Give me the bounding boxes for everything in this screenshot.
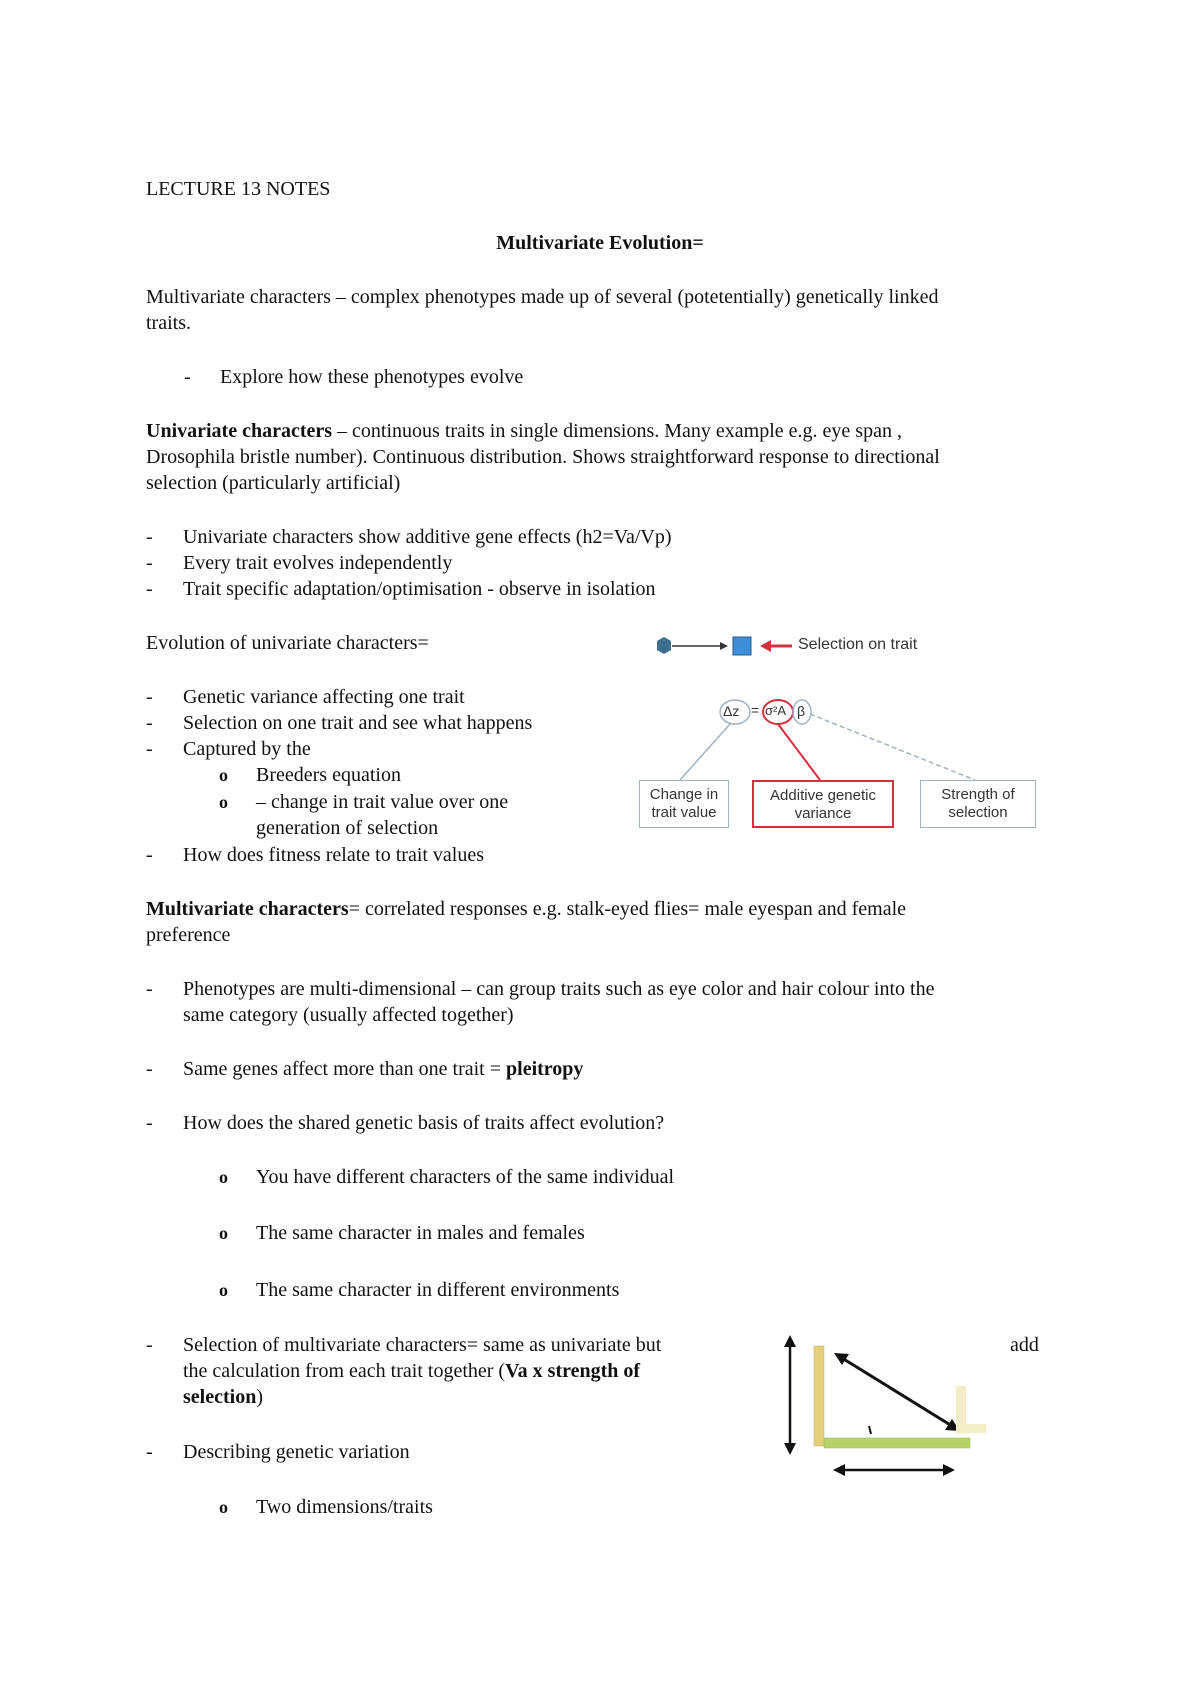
dash-bullet: - [146,738,153,760]
dash-bullet: - [146,1334,153,1356]
evolution-sub-2-cont: generation of selection [256,817,439,839]
dash-bullet: - [146,1112,153,1134]
multivariate-sub-3: The same character in different environments [256,1279,620,1301]
univariate-bullet-2: Every trait evolves independently [183,552,453,574]
dash-bullet: - [146,844,153,866]
multivariate-bullet-1-line-1: Phenotypes are multi-dimensional – can group traits such as eye color and hair colour into the [183,978,935,1000]
dash-bullet: - [146,578,153,600]
multivariate-bullet-3: How does the shared genetic basis of traits affect evolution? [183,1112,665,1134]
univariate-bullet-3: Trait specific adaptation/optimisation - observe in isolation [183,578,656,600]
beta-symbol: β [797,703,806,719]
intro-line-2: traits. [146,312,191,334]
horizontal-trait-bar [824,1438,970,1448]
breeders-equation-diagram [630,630,1050,840]
evolution-sub-2: – change in trait value over one [256,791,509,813]
dash-bullet: - [146,1441,153,1463]
univariate-line-3: selection (particularly artificial) [146,472,401,494]
strength-of-selection-box: Strength of selection [920,780,1036,828]
down-arrow-head-icon [784,1443,796,1455]
phenotype-hexagon-icon [657,637,671,654]
o-bullet: o [219,1223,228,1243]
connector-strength [810,714,975,780]
evolution-bullet-2: Selection on one trait and see what happens [183,712,533,734]
diagonal-double-arrow [842,1358,952,1426]
connector-additive [778,724,820,780]
trait-square-icon [733,637,751,655]
section-title: Multivariate Evolution= [496,232,704,254]
two-trait-vector-diagram [770,1330,1000,1480]
multivariate-bullet-4-add: add [1010,1334,1039,1356]
univariate-line-1: Univariate characters – continuous traits in single dimensions. Many example e.g. eye span , [146,420,902,442]
evolution-sub-1: Breeders equation [256,764,401,786]
multivariate-bullet-5: Describing genetic variation [183,1441,410,1463]
pleitropy-term: pleitropy [506,1058,584,1080]
multivariate-line-2: preference [146,924,231,946]
right-arrow-head-icon [943,1464,955,1476]
sigma-symbol: σ²A [765,703,787,718]
multivariate-term: Multivariate characters [146,898,349,920]
univariate-term: Univariate characters [146,420,333,442]
multivariate-bullet-4-line-2: the calculation from each trait together (Va x strength of [183,1360,641,1382]
dash-bullet: - [146,686,153,708]
arrow-head-icon [720,642,728,650]
up-arrow-head-icon [784,1335,796,1347]
o-bullet: o [219,1280,228,1300]
dash-bullet: - [146,712,153,734]
multivariate-sub-1: You have different characters of the same individual [256,1166,675,1188]
o-bullet: o [219,1167,228,1187]
o-bullet: o [219,765,228,785]
evolution-heading: Evolution of univariate characters= [146,632,429,654]
vector-diagram-svg [770,1330,1000,1480]
selection-on-trait-label: Selection on trait [798,636,918,653]
multivariate-sub-2: The same character in males and females [256,1222,585,1244]
univariate-line-2: Drosophila bristle number). Continuous distribution. Shows straightforward response to directional [146,446,940,468]
connector-change [680,724,730,780]
diagonal-arrow-head-start-icon [834,1353,849,1365]
faint-horizontal-bar [956,1424,986,1433]
red-arrow-head-icon [760,640,771,652]
univariate-bullet-1: Univariate characters show additive gene effects (h2=Va/Vp) [183,526,672,548]
intro-line-1: Multivariate characters – complex phenotypes made up of several (potetentially) genetically linked [146,286,939,308]
o-bullet: o [219,1497,228,1517]
evolution-bullet-1: Genetic variance affecting one trait [183,686,465,708]
multivariate-line-1: Multivariate characters= correlated responses e.g. stalk-eyed flies= male eyespan and female [146,898,907,920]
evolution-bullet-4: How does fitness relate to trait values [183,844,485,866]
multivariate-bullet-4-line-1: Selection of multivariate characters= same as univariate but [183,1334,662,1356]
cursor-mark [869,1426,871,1434]
change-in-trait-box: Change in trait value [639,780,729,828]
multivariate-sub-4: Two dimensions/traits [256,1496,433,1518]
additive-variance-box: Additive genetic variance [752,780,894,828]
dash-bullet: - [146,526,153,548]
dash-bullet: - [146,1058,153,1080]
multivariate-bullet-2: Same genes affect more than one trait = pleitropy [183,1058,584,1080]
equals-symbol: = [751,702,760,718]
multivariate-bullet-4-line-3: selection) [183,1386,263,1408]
delta-z-symbol: Δz [723,703,740,719]
multivariate-bullet-1-line-2: same category (usually affected together) [183,1004,514,1026]
lecture-title: LECTURE 13 NOTES [146,178,331,200]
o-bullet: o [219,792,228,812]
evolution-bullet-3: Captured by the [183,738,311,760]
dash-bullet: - [146,552,153,574]
intro-bullet: Explore how these phenotypes evolve [220,366,524,388]
dash-bullet: - [184,366,191,388]
vertical-trait-bar [814,1346,824,1446]
faint-vertical-bar [956,1386,966,1430]
left-arrow-head-icon [833,1464,845,1476]
dash-bullet: - [146,978,153,1000]
